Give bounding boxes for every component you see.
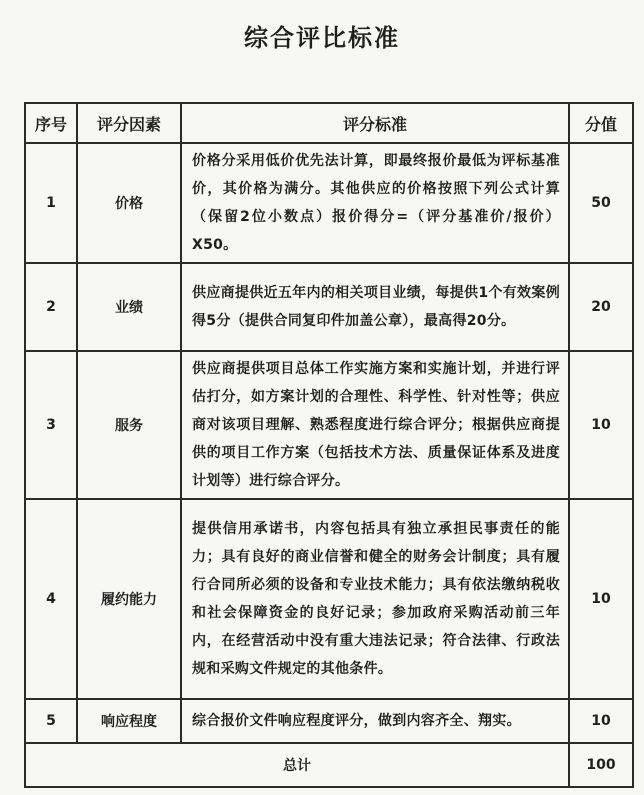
table-row [25, 351, 633, 499]
document-title: 综合评比标准 [244, 24, 400, 52]
header-factor: 评分因素 [77, 103, 181, 143]
row-score: 20 [569, 263, 633, 351]
row-score: 50 [569, 143, 633, 263]
row-factor: 履约能力 [77, 499, 181, 699]
table-row [25, 263, 633, 351]
header-criteria: 评分标准 [181, 103, 569, 143]
row-number: 2 [25, 263, 77, 351]
row-factor: 业绩 [77, 263, 181, 351]
total-row [25, 743, 633, 787]
table-row [25, 143, 633, 263]
row-criteria: 综合报价文件响应程度评分，做到内容齐全、翔实。 [181, 699, 569, 743]
row-factor: 服务 [77, 351, 181, 499]
row-criteria: 供应商提供项目总体工作实施方案和实施计划，并进行评估打分，如方案计划的合理性、科学性、针对性等；供应商对该项目理解、熟悉程度进行综合评分；根据供应商提供的项目工作方案（包括技术方法、质量保证体系及进度计划等）进行综合评分。 [181, 351, 569, 499]
row-number: 3 [25, 351, 77, 499]
row-number: 5 [25, 699, 77, 743]
row-factor: 响应程度 [77, 699, 181, 743]
total-label: 总计 [25, 743, 569, 787]
header-no: 序号 [25, 103, 77, 143]
table-row [25, 499, 633, 699]
row-criteria: 供应商提供近五年内的相关项目业绩，每提供1个有效案例得5分（提供合同复印件加盖公章），最高得20分。 [181, 263, 569, 351]
table-header-row [25, 103, 633, 143]
row-score: 10 [569, 351, 633, 499]
total-score: 100 [569, 743, 633, 787]
row-number: 1 [25, 143, 77, 263]
header-score: 分值 [569, 103, 633, 143]
scoring-table [24, 102, 634, 788]
row-score: 10 [569, 699, 633, 743]
table-row [25, 699, 633, 743]
row-criteria: 提供信用承诺书，内容包括具有独立承担民事责任的能力；具有良好的商业信誉和健全的财务会计制度；具有履行合同所必须的设备和专业技术能力；具有依法缴纳税收和社会保障资金的良好记录；参加政府采购活动前三年内，在经营活动中没有重大违法记录；符合法律、行政法规和采购文件规定的其他条件。 [181, 499, 569, 699]
row-number: 4 [25, 499, 77, 699]
row-criteria: 价格分采用低价优先法计算，即最终报价最低为评标基准价，其价格为满分。其他供应的价格按照下列公式计算（保留2位小数点）报价得分=（评分基准价/报价）X50。 [181, 143, 569, 263]
row-factor: 价格 [77, 143, 181, 263]
row-score: 10 [569, 499, 633, 699]
